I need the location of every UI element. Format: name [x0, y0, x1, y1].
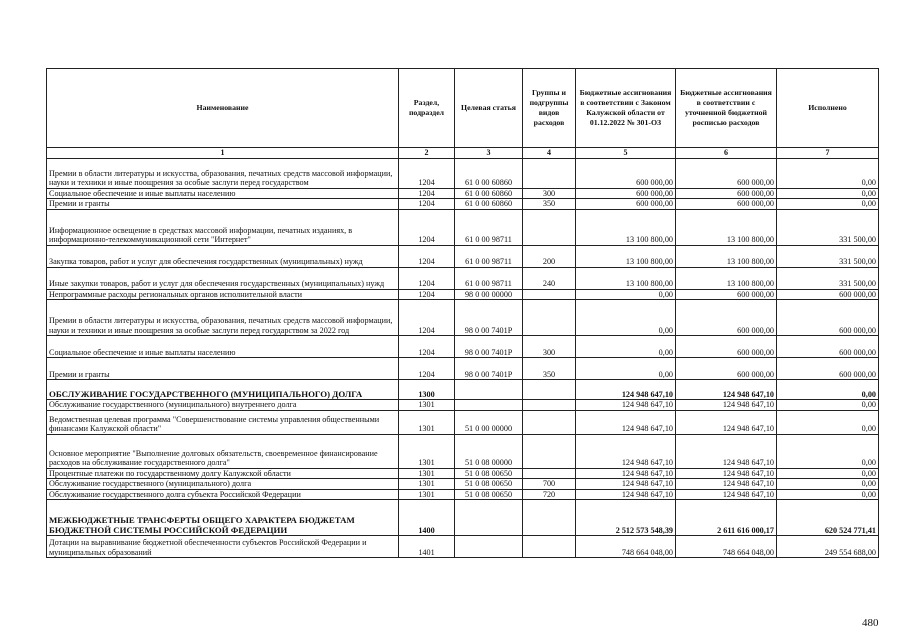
row-section: 1204 — [399, 188, 455, 199]
row-executed-amount: 600 000,00 — [777, 300, 879, 336]
row-name: Непрограммные расходы региональных органов исполнительной власти — [47, 289, 399, 300]
row-executed-amount: 0,00 — [777, 410, 879, 434]
row-target-article: 61 0 00 98711 — [455, 245, 523, 267]
row-expense-group — [523, 410, 576, 434]
row-expense-group: 300 — [523, 336, 576, 358]
table-row — [47, 410, 879, 434]
row-name: Закупка товаров, работ и услуг для обеспечения государственных (муниципальных) нужд — [47, 245, 399, 267]
row-law-amount: 0,00 — [576, 336, 676, 358]
row-executed-amount: 0,00 — [777, 400, 879, 411]
table-row — [47, 380, 879, 400]
row-name: Основное мероприятие "Выполнение долговых обязательств, своевременное финансирование расходов на обслуживание государственного долга" — [47, 434, 399, 468]
column-number: 7 — [777, 148, 879, 159]
header-refined-allocations: Бюджетные ассигнования в соответствии с уточненной бюджетной росписью расходов — [676, 69, 777, 148]
table-row — [47, 300, 879, 336]
row-section: 1204 — [399, 336, 455, 358]
row-executed-amount: 0,00 — [777, 188, 879, 199]
row-expense-group: 720 — [523, 489, 576, 500]
row-expense-group — [523, 158, 576, 188]
row-section: 1204 — [399, 300, 455, 336]
row-executed-amount: 0,00 — [777, 434, 879, 468]
table-row — [47, 536, 879, 558]
row-expense-group: 300 — [523, 188, 576, 199]
row-expense-group — [523, 380, 576, 400]
row-target-article — [455, 400, 523, 411]
row-target-article — [455, 536, 523, 558]
row-refined-amount: 124 948 647,10 — [676, 434, 777, 468]
row-target-article: 61 0 00 60860 — [455, 199, 523, 210]
table-row — [47, 188, 879, 199]
row-section: 1301 — [399, 434, 455, 468]
row-executed-amount: 620 524 771,41 — [777, 500, 879, 536]
row-expense-group: 240 — [523, 267, 576, 289]
row-executed-amount: 0,00 — [777, 199, 879, 210]
row-refined-amount: 124 948 647,10 — [676, 410, 777, 434]
row-section: 1301 — [399, 468, 455, 479]
row-section: 1401 — [399, 536, 455, 558]
row-name: МЕЖБЮДЖЕТНЫЕ ТРАНСФЕРТЫ ОБЩЕГО ХАРАКТЕРА БЮДЖЕТАМ БЮДЖЕТНОЙ СИСТЕМЫ РОССИЙСКОЙ ФЕДЕРАЦИИ — [47, 500, 399, 536]
row-section: 1300 — [399, 380, 455, 400]
row-executed-amount: 0,00 — [777, 489, 879, 500]
row-expense-group — [523, 536, 576, 558]
row-target-article: 61 0 00 60860 — [455, 158, 523, 188]
row-expense-group — [523, 400, 576, 411]
column-number: 6 — [676, 148, 777, 159]
row-law-amount: 0,00 — [576, 300, 676, 336]
table-row — [47, 199, 879, 210]
row-refined-amount: 600 000,00 — [676, 158, 777, 188]
row-target-article: 98 0 00 7401P — [455, 358, 523, 380]
row-section: 1301 — [399, 479, 455, 490]
row-target-article: 98 0 00 7401P — [455, 336, 523, 358]
row-executed-amount: 0,00 — [777, 479, 879, 490]
row-executed-amount: 331 500,00 — [777, 267, 879, 289]
row-law-amount: 13 100 800,00 — [576, 245, 676, 267]
row-target-article: 61 0 00 60860 — [455, 188, 523, 199]
row-expense-group — [523, 289, 576, 300]
header-expense-groups: Группы и подгруппы видов расходов — [523, 69, 576, 148]
row-name: Обслуживание государственного долга субъекта Российской Федерации — [47, 489, 399, 500]
header-target-article: Целевая статья — [455, 69, 523, 148]
row-executed-amount: 0,00 — [777, 468, 879, 479]
row-name: Дотации на выравнивание бюджетной обеспеченности субъектов Российской Федерации и муниципальных образований — [47, 536, 399, 558]
row-refined-amount: 124 948 647,10 — [676, 468, 777, 479]
column-number: 3 — [455, 148, 523, 159]
row-name: Процентные платежи по государственному долгу Калужской области — [47, 468, 399, 479]
row-refined-amount: 13 100 800,00 — [676, 267, 777, 289]
row-target-article: 61 0 00 98711 — [455, 267, 523, 289]
row-section: 1204 — [399, 245, 455, 267]
table-row — [47, 479, 879, 490]
row-target-article: 98 0 00 7401P — [455, 300, 523, 336]
table-row — [47, 289, 879, 300]
table-body — [47, 158, 879, 558]
row-law-amount: 124 948 647,10 — [576, 410, 676, 434]
table-row — [47, 434, 879, 468]
table-row — [47, 209, 879, 245]
row-executed-amount: 249 554 688,00 — [777, 536, 879, 558]
row-section: 1301 — [399, 410, 455, 434]
row-name: Иные закупки товаров, работ и услуг для обеспечения государственных (муниципальных) нужд — [47, 267, 399, 289]
row-refined-amount: 13 100 800,00 — [676, 245, 777, 267]
row-target-article — [455, 380, 523, 400]
column-numbers-row — [47, 148, 879, 159]
row-law-amount: 2 512 573 548,39 — [576, 500, 676, 536]
row-refined-amount: 124 948 647,10 — [676, 380, 777, 400]
row-refined-amount: 600 000,00 — [676, 336, 777, 358]
column-number: 4 — [523, 148, 576, 159]
row-name: Социальное обеспечение и иные выплаты населению — [47, 336, 399, 358]
row-section: 1204 — [399, 199, 455, 210]
row-section: 1204 — [399, 358, 455, 380]
row-law-amount: 0,00 — [576, 358, 676, 380]
row-expense-group: 350 — [523, 199, 576, 210]
row-expense-group: 350 — [523, 358, 576, 380]
row-expense-group — [523, 300, 576, 336]
row-law-amount: 124 948 647,10 — [576, 400, 676, 411]
row-law-amount: 600 000,00 — [576, 188, 676, 199]
row-target-article: 51 0 08 00650 — [455, 489, 523, 500]
row-section: 1301 — [399, 400, 455, 411]
row-law-amount: 600 000,00 — [576, 199, 676, 210]
row-executed-amount: 331 500,00 — [777, 245, 879, 267]
row-expense-group — [523, 209, 576, 245]
table-row — [47, 158, 879, 188]
page-number: 480 — [862, 617, 879, 629]
header-section: Раздел, подраздел — [399, 69, 455, 148]
row-law-amount: 124 948 647,10 — [576, 380, 676, 400]
row-section: 1204 — [399, 158, 455, 188]
row-law-amount: 0,00 — [576, 289, 676, 300]
table-row — [47, 245, 879, 267]
budget-table — [46, 68, 879, 558]
column-number: 5 — [576, 148, 676, 159]
header-executed: Исполнено — [777, 69, 879, 148]
table-row — [47, 500, 879, 536]
row-target-article: 51 0 00 00000 — [455, 410, 523, 434]
row-target-article: 51 0 08 00000 — [455, 434, 523, 468]
row-law-amount: 124 948 647,10 — [576, 468, 676, 479]
row-executed-amount: 331 500,00 — [777, 209, 879, 245]
row-refined-amount: 748 664 048,00 — [676, 536, 777, 558]
row-law-amount: 748 664 048,00 — [576, 536, 676, 558]
row-target-article — [455, 500, 523, 536]
row-refined-amount: 124 948 647,10 — [676, 400, 777, 411]
row-name: Обслуживание государственного (муниципального) долга — [47, 479, 399, 490]
row-target-article: 51 0 08 00650 — [455, 479, 523, 490]
table-header-row — [47, 69, 879, 148]
table-row — [47, 400, 879, 411]
header-law-allocations: Бюджетные ассигнования в соответствии с Законом Калужской области от 01.12.2022 № 301-ОЗ — [576, 69, 676, 148]
table-row — [47, 468, 879, 479]
table-row — [47, 267, 879, 289]
row-section: 1204 — [399, 209, 455, 245]
row-law-amount: 124 948 647,10 — [576, 489, 676, 500]
header-name: Наименование — [47, 69, 399, 148]
row-target-article: 61 0 00 98711 — [455, 209, 523, 245]
row-name: ОБСЛУЖИВАНИЕ ГОСУДАРСТВЕННОГО (МУНИЦИПАЛЬНОГО) ДОЛГА — [47, 380, 399, 400]
row-expense-group: 700 — [523, 479, 576, 490]
row-refined-amount: 2 611 616 000,17 — [676, 500, 777, 536]
row-refined-amount: 124 948 647,10 — [676, 489, 777, 500]
row-law-amount: 13 100 800,00 — [576, 267, 676, 289]
row-refined-amount: 13 100 800,00 — [676, 209, 777, 245]
row-executed-amount: 600 000,00 — [777, 358, 879, 380]
row-target-article: 98 0 00 00000 — [455, 289, 523, 300]
table-row — [47, 489, 879, 500]
row-refined-amount: 600 000,00 — [676, 300, 777, 336]
row-refined-amount: 124 948 647,10 — [676, 479, 777, 490]
row-expense-group — [523, 500, 576, 536]
table-row — [47, 336, 879, 358]
row-name: Премии и гранты — [47, 358, 399, 380]
row-expense-group — [523, 434, 576, 468]
row-executed-amount: 600 000,00 — [777, 336, 879, 358]
row-refined-amount: 600 000,00 — [676, 289, 777, 300]
row-executed-amount: 0,00 — [777, 158, 879, 188]
row-name: Обслуживание государственного (муниципального) внутреннего долга — [47, 400, 399, 411]
row-section: 1301 — [399, 489, 455, 500]
row-refined-amount: 600 000,00 — [676, 358, 777, 380]
row-name: Ведомственная целевая программа "Совершенствование системы управления общественными финансами Калужской области" — [47, 410, 399, 434]
row-expense-group: 200 — [523, 245, 576, 267]
row-target-article: 51 0 08 00650 — [455, 468, 523, 479]
row-section: 1204 — [399, 267, 455, 289]
row-executed-amount: 0,00 — [777, 380, 879, 400]
row-executed-amount: 600 000,00 — [777, 289, 879, 300]
table-row — [47, 358, 879, 380]
row-name: Социальное обеспечение и иные выплаты населению — [47, 188, 399, 199]
column-number: 2 — [399, 148, 455, 159]
row-law-amount: 124 948 647,10 — [576, 434, 676, 468]
row-law-amount: 13 100 800,00 — [576, 209, 676, 245]
row-section: 1204 — [399, 289, 455, 300]
row-expense-group — [523, 468, 576, 479]
column-number: 1 — [47, 148, 399, 159]
row-name: Премии в области литературы и искусства, образования, печатных средств массовой информации, науки и техники и иные поощрения за особые заслуги перед государством — [47, 158, 399, 188]
row-name: Информационное освещение в средствах массовой информации, печатных изданиях, в информационно-телекоммуникационной сети "Интернет" — [47, 209, 399, 245]
row-section: 1400 — [399, 500, 455, 536]
row-name: Премии и гранты — [47, 199, 399, 210]
row-refined-amount: 600 000,00 — [676, 199, 777, 210]
row-name: Премии в области литературы и искусства, образования, печатных средств массовой информации, науки и техники и иные поощрения за особые заслуги перед государством за 2022 год — [47, 300, 399, 336]
row-law-amount: 124 948 647,10 — [576, 479, 676, 490]
row-law-amount: 600 000,00 — [576, 158, 676, 188]
row-refined-amount: 600 000,00 — [676, 188, 777, 199]
